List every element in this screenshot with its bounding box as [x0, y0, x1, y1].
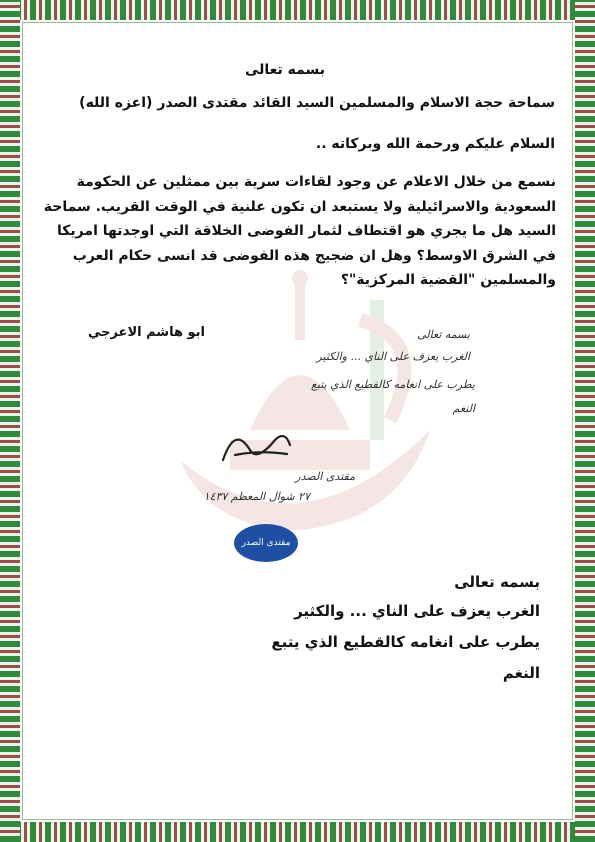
reply-line-1: الغرب يعزف على الناي ... والكثير [294, 602, 540, 620]
handwritten-basmala: بسمه تعالى [417, 328, 470, 341]
decorative-border-left [0, 0, 20, 842]
handwritten-date: ٢٧ شوال المعظم ١٤٣٧ [203, 490, 310, 503]
decorative-border-top [0, 0, 595, 20]
handwritten-line-1: الغرب يعزف على الناي ... والكثير [316, 350, 470, 363]
handwritten-name: مقتدى الصدر [295, 470, 355, 483]
seal-stamp [234, 524, 298, 562]
decorative-border-right [575, 0, 595, 842]
handwritten-line-2: يطرب على انغامه كالقطيع الذي يتبع [311, 378, 475, 391]
signature-mark [215, 420, 295, 470]
reply-basmala: بسمه تعالى [454, 573, 540, 591]
letter-addressee: سماحة حجة الاسلام والمسلمين السيد القائد مقتدى الصدر (اعزه الله) [79, 95, 555, 111]
decorative-border-bottom [0, 822, 595, 842]
reply-line-3: النغم [502, 664, 540, 682]
handwritten-line-3: النغم [452, 402, 475, 415]
letter-basmala: بسمه تعالى [244, 62, 326, 78]
letter-sender: ابو هاشم الاعرجي [87, 325, 205, 340]
letter-greeting: السلام عليكم ورحمة الله وبركاته .. [315, 136, 555, 152]
letter-body: نسمع من خلال الاعلام عن وجود لقاءات سرية بين ممثلين عن الحكومة السعودية والاسرائيلية ولا يستبعد ان تكون علنية في الوقت القريب. سماحة السيد هل ما يجري هو اقتطاف لثمار الفوضى الخلاقة التي اوجدتها امريكا في الشرق الاوسط؟ وهل ان ضجيج هذه الفوضى قد انسى حكام العرب والمسلمين "القضية المركزية"؟ [43, 174, 556, 288]
reply-line-2: يطرب على انغامه كالقطيع الذي يتبع [271, 633, 540, 651]
seal-text: مقتدى الصدر [241, 538, 291, 548]
